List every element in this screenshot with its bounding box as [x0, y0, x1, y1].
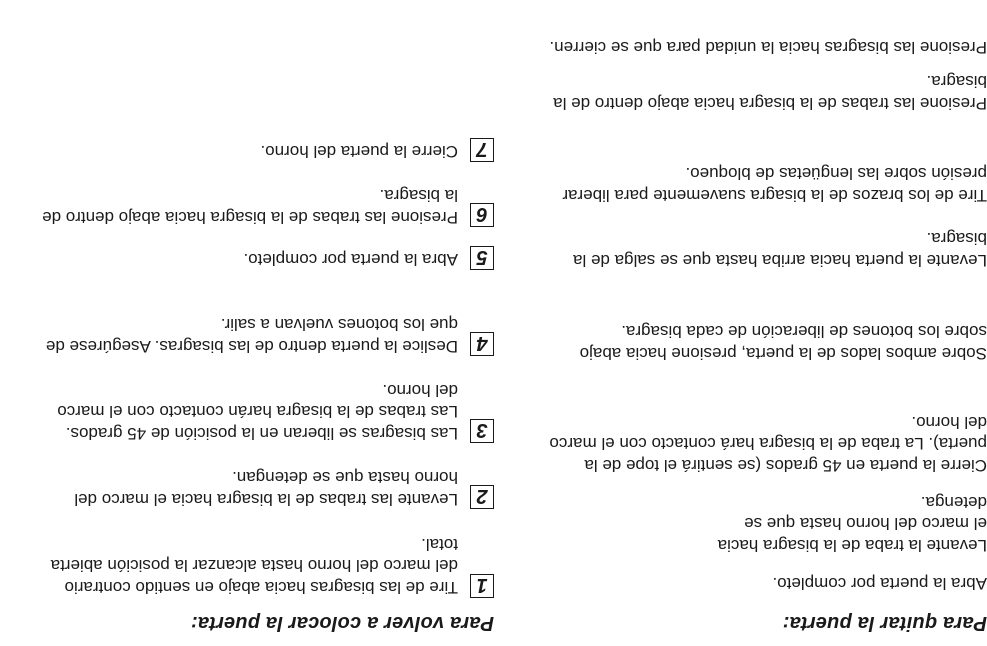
remove-step-2: Levante la traba de la bisagra hacia el marco del horno hasta que se detenga. — [717, 493, 987, 555]
step-text: Presione las trabas de la bisagra hacia abajo dentro de la bisagra. — [42, 186, 458, 227]
step-number-badge: 4 — [470, 332, 494, 356]
replace-door-heading: Para volver a colocar la puerta: — [190, 612, 494, 634]
step-number-badge: 5 — [470, 246, 494, 270]
step-number-badge: 1 — [470, 574, 494, 598]
step-number-badge: 6 — [470, 203, 494, 227]
remove-step-4: Sobre ambos lados de la puerta, presione hacia abajo sobre los botones de liberación de cada bisagra. — [579, 322, 987, 363]
remove-step-1: Abra la puerta por completo. — [772, 574, 987, 593]
step-text: Cierre la puerta del horno. — [260, 142, 458, 161]
step-text: Las bisagras se liberan en la posición de 45 grados. Las trabas de la bisagra harán contacto con el marco del horno. — [57, 381, 458, 443]
step-number-badge: 2 — [470, 485, 494, 509]
remove-step-7: Presione las trabas de la bisagra hacia abajo dentro de la bisagra. — [553, 72, 987, 113]
step-text: Deslice la puerta dentro de las bisagras. Asegúrese de que los botones vuelvan a salir. — [45, 315, 458, 356]
step-text: Abra la puerta por completo. — [243, 250, 458, 269]
remove-step-6: Tire de los brazos de la bisagra suavemente para liberar presión sobre las lengüetas de bloqueo. — [562, 164, 987, 205]
step-text: Levante las trabas de la bisagra hacia el marco del horno hasta que se detengan. — [74, 468, 458, 509]
step-number-badge: 7 — [470, 138, 494, 162]
remove-step-5: Levante la puerta hacia arriba hasta que se salga de la bisagra. — [573, 229, 987, 270]
step-text: Tire de las bisagras hacia abajo en sentido contrario del marco del horno hasta alcanzar la posición abierta total. — [50, 535, 458, 597]
remove-step-8: Presione las bisagras hacia la unidad para que se cierren. — [549, 38, 987, 57]
remove-step-3: Cierre la puerta en 45 grados (se sentirá el tope de la puerta). La traba de la bisagra hará contacto con el marco del horno. — [549, 413, 987, 475]
step-number-badge: 3 — [470, 419, 494, 443]
remove-door-heading: Para quitar la puerta: — [782, 612, 987, 634]
